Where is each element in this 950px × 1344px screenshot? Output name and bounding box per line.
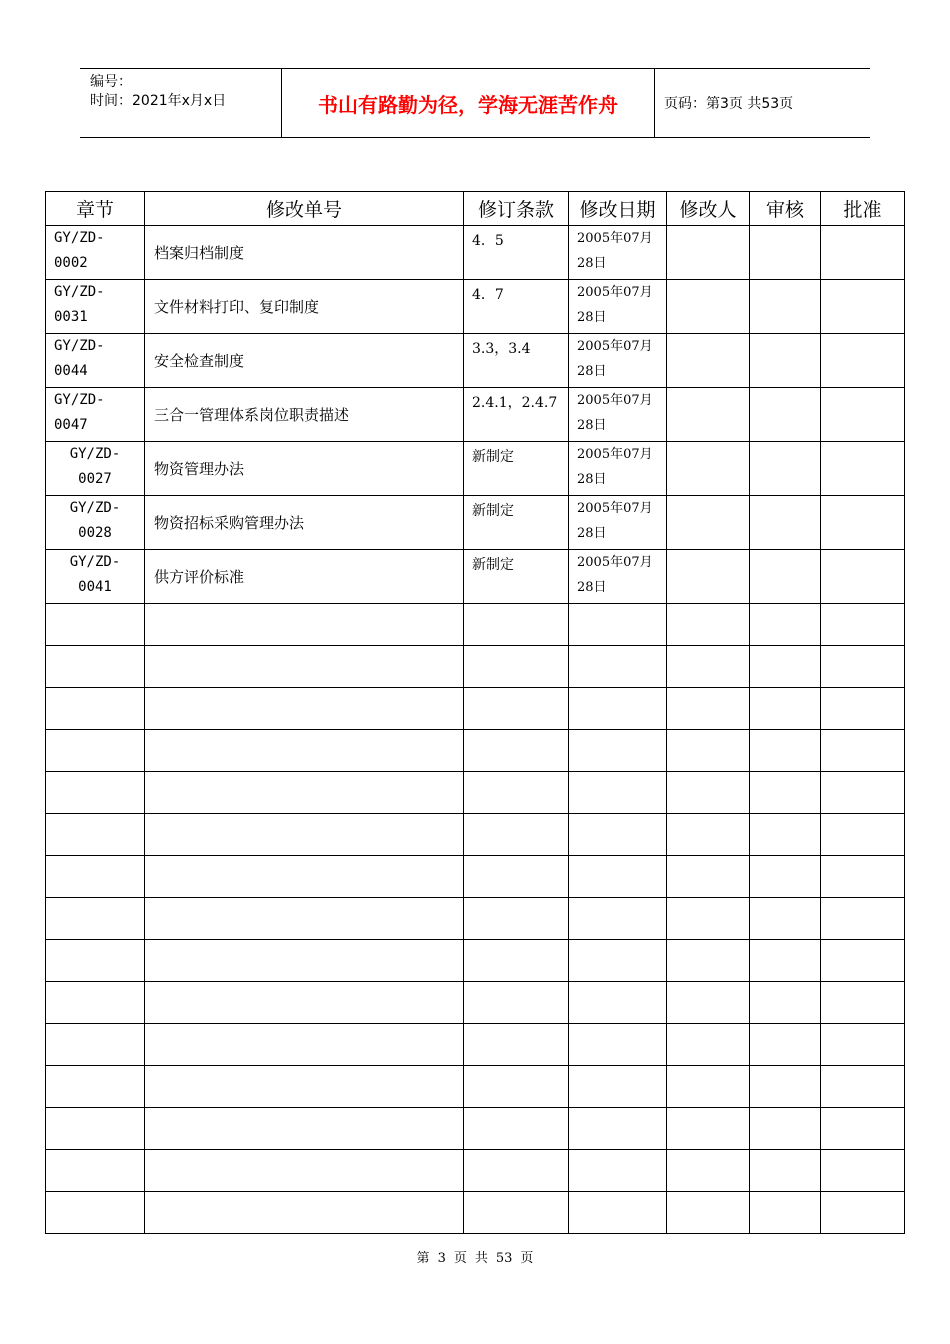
empty-cell (750, 814, 821, 856)
column-header-modifier: 修改人 (667, 192, 750, 226)
table-row (46, 496, 905, 550)
date-day: 28日 (577, 310, 607, 325)
cell-revised-clause: 新制定 (464, 442, 569, 496)
date-day: 28日 (577, 364, 607, 379)
empty-cell (464, 646, 569, 688)
empty-cell (667, 982, 750, 1024)
cell-revised-clause: 4．7 (464, 280, 569, 334)
cell-document-title: 供方评价标准 (145, 550, 464, 604)
cell-modifier (667, 550, 750, 604)
header-page-info: 页码：第3页 共53页 (664, 96, 794, 112)
empty-table-row (46, 772, 905, 814)
empty-cell (145, 940, 464, 982)
empty-cell (464, 898, 569, 940)
cell-approver (821, 334, 905, 388)
cell-revised-clause: 3.3，3.4 (464, 334, 569, 388)
cell-reviewer (750, 442, 821, 496)
table-row (46, 442, 905, 496)
empty-cell (821, 898, 905, 940)
empty-cell (464, 814, 569, 856)
cell-reviewer (750, 334, 821, 388)
column-header-change-date: 修改日期 (569, 192, 667, 226)
empty-cell (569, 940, 667, 982)
section-code-prefix: GY/ZD- (54, 230, 105, 246)
empty-cell (750, 730, 821, 772)
cell-approver (821, 442, 905, 496)
empty-cell (667, 940, 750, 982)
empty-cell (750, 604, 821, 646)
empty-table-row (46, 688, 905, 730)
cell-modifier (667, 280, 750, 334)
cell-document-title: 物资管理办法 (145, 442, 464, 496)
empty-cell (667, 1108, 750, 1150)
empty-cell (145, 646, 464, 688)
empty-cell (821, 1108, 905, 1150)
empty-cell (145, 898, 464, 940)
footer-page-prefix: 第 (416, 1251, 430, 1266)
cell-revised-clause: 新制定 (464, 496, 569, 550)
empty-cell (821, 1066, 905, 1108)
empty-cell (464, 1066, 569, 1108)
empty-cell (569, 898, 667, 940)
empty-cell (46, 940, 145, 982)
empty-table-row (46, 898, 905, 940)
empty-cell (145, 1108, 464, 1150)
empty-cell (145, 1192, 464, 1234)
cell-document-title: 三合一管理体系岗位职责描述 (145, 388, 464, 442)
date-year-month: 2005年07月 (577, 501, 653, 516)
empty-cell (569, 604, 667, 646)
table-row (46, 280, 905, 334)
cell-change-date (569, 334, 667, 388)
cell-reviewer (750, 550, 821, 604)
empty-cell (569, 1108, 667, 1150)
cell-approver (821, 550, 905, 604)
empty-table-row (46, 1066, 905, 1108)
empty-cell (750, 1024, 821, 1066)
date-year-month: 2005年07月 (577, 393, 653, 408)
date-day: 28日 (577, 418, 607, 433)
cell-change-date (569, 496, 667, 550)
empty-cell (46, 730, 145, 772)
empty-cell (750, 1150, 821, 1192)
document-header (80, 68, 870, 138)
empty-cell (821, 1192, 905, 1234)
cell-revised-clause: 新制定 (464, 550, 569, 604)
cell-section (46, 388, 145, 442)
empty-table-row (46, 1192, 905, 1234)
section-code-number: 0027 (78, 471, 112, 487)
empty-cell (569, 982, 667, 1024)
empty-cell (46, 1024, 145, 1066)
cell-reviewer (750, 496, 821, 550)
empty-cell (667, 1024, 750, 1066)
empty-cell (46, 856, 145, 898)
date-year-month: 2005年07月 (577, 339, 653, 354)
cell-change-date (569, 550, 667, 604)
empty-cell (464, 604, 569, 646)
empty-cell (46, 646, 145, 688)
empty-cell (750, 940, 821, 982)
empty-cell (464, 730, 569, 772)
footer-page-number: 3 (437, 1251, 446, 1266)
empty-cell (46, 604, 145, 646)
empty-cell (569, 730, 667, 772)
document-time-label: 时间：2021年x月x日 (90, 93, 227, 109)
section-code-prefix: GY/ZD- (54, 338, 105, 354)
empty-cell (569, 1150, 667, 1192)
empty-cell (569, 1192, 667, 1234)
empty-cell (46, 1066, 145, 1108)
empty-cell (569, 646, 667, 688)
document-number-label: 编号： (90, 74, 132, 90)
footer-total-pages: 53 (495, 1251, 513, 1266)
empty-table-row (46, 1108, 905, 1150)
empty-cell (145, 856, 464, 898)
empty-cell (464, 982, 569, 1024)
empty-cell (464, 1150, 569, 1192)
date-day: 28日 (577, 472, 607, 487)
date-day: 28日 (577, 580, 607, 595)
empty-cell (145, 982, 464, 1024)
empty-cell (821, 1024, 905, 1066)
empty-cell (46, 1192, 145, 1234)
empty-cell (750, 688, 821, 730)
table-header-row (46, 192, 905, 226)
empty-cell (46, 1108, 145, 1150)
cell-reviewer (750, 226, 821, 280)
cell-change-date (569, 226, 667, 280)
empty-table-row (46, 730, 905, 772)
section-code-number: 0002 (54, 255, 88, 271)
header-divider-right (654, 69, 655, 137)
empty-cell (821, 814, 905, 856)
empty-cell (821, 856, 905, 898)
cell-modifier (667, 388, 750, 442)
empty-cell (821, 688, 905, 730)
date-year-month: 2005年07月 (577, 447, 653, 462)
cell-document-title: 档案归档制度 (145, 226, 464, 280)
cell-document-title: 安全检查制度 (145, 334, 464, 388)
column-header-revised-clause: 修订条款 (464, 192, 569, 226)
cell-section (46, 226, 145, 280)
empty-cell (667, 1150, 750, 1192)
empty-cell (750, 1192, 821, 1234)
cell-modifier (667, 334, 750, 388)
cell-section (46, 550, 145, 604)
empty-cell (569, 1024, 667, 1066)
section-code-number: 0044 (54, 363, 88, 379)
empty-cell (569, 856, 667, 898)
cell-modifier (667, 442, 750, 496)
cell-section (46, 280, 145, 334)
empty-table-row (46, 814, 905, 856)
empty-cell (667, 856, 750, 898)
empty-cell (750, 856, 821, 898)
empty-table-row (46, 982, 905, 1024)
empty-table-row (46, 1150, 905, 1192)
table-row (46, 550, 905, 604)
empty-cell (750, 898, 821, 940)
empty-cell (464, 1192, 569, 1234)
empty-cell (464, 1108, 569, 1150)
cell-section (46, 496, 145, 550)
empty-cell (667, 772, 750, 814)
empty-cell (667, 688, 750, 730)
revision-table (45, 191, 905, 1234)
empty-cell (821, 940, 905, 982)
empty-cell (569, 772, 667, 814)
cell-reviewer (750, 280, 821, 334)
table-body (46, 226, 905, 1234)
table-row (46, 226, 905, 280)
empty-cell (464, 940, 569, 982)
empty-cell (145, 1150, 464, 1192)
empty-cell (667, 814, 750, 856)
cell-document-title: 物资招标采购管理办法 (145, 496, 464, 550)
empty-cell (821, 772, 905, 814)
date-year-month: 2005年07月 (577, 231, 653, 246)
empty-table-row (46, 940, 905, 982)
section-code-prefix: GY/ZD- (54, 392, 105, 408)
footer-page-label: 页 (453, 1251, 467, 1266)
cell-change-date (569, 388, 667, 442)
empty-table-row (46, 856, 905, 898)
empty-cell (750, 1066, 821, 1108)
empty-cell (667, 1066, 750, 1108)
header-motto: 书山有路勤为径，学海无涯苦作舟 (318, 92, 618, 117)
cell-reviewer (750, 388, 821, 442)
section-code-number: 0028 (78, 525, 112, 541)
cell-section (46, 442, 145, 496)
empty-cell (821, 646, 905, 688)
footer-total-prefix: 共 (474, 1251, 488, 1266)
column-header-change-number: 修改单号 (145, 192, 464, 226)
empty-cell (145, 688, 464, 730)
empty-cell (46, 772, 145, 814)
section-code-prefix: GY/ZD- (69, 554, 121, 570)
cell-change-date (569, 442, 667, 496)
empty-cell (750, 646, 821, 688)
date-day: 28日 (577, 526, 607, 541)
cell-revised-clause: 2.4.1，2.4.7 (464, 388, 569, 442)
empty-table-row (46, 1024, 905, 1066)
cell-section (46, 334, 145, 388)
empty-cell (750, 982, 821, 1024)
date-day: 28日 (577, 256, 607, 271)
cell-modifier (667, 496, 750, 550)
empty-cell (46, 898, 145, 940)
cell-approver (821, 280, 905, 334)
empty-cell (667, 730, 750, 772)
section-code-prefix: GY/ZD- (69, 500, 121, 516)
empty-cell (145, 772, 464, 814)
empty-cell (464, 1024, 569, 1066)
date-year-month: 2005年07月 (577, 285, 653, 300)
cell-change-date (569, 280, 667, 334)
empty-cell (46, 1150, 145, 1192)
empty-cell (821, 982, 905, 1024)
page-footer (0, 1247, 950, 1266)
empty-cell (145, 604, 464, 646)
empty-cell (569, 688, 667, 730)
empty-cell (667, 898, 750, 940)
empty-cell (821, 730, 905, 772)
empty-cell (569, 1066, 667, 1108)
empty-cell (145, 730, 464, 772)
cell-approver (821, 388, 905, 442)
empty-table-row (46, 604, 905, 646)
empty-cell (569, 814, 667, 856)
section-code-number: 0041 (78, 579, 112, 595)
empty-cell (821, 1150, 905, 1192)
empty-cell (46, 688, 145, 730)
empty-cell (821, 604, 905, 646)
cell-approver (821, 226, 905, 280)
empty-cell (145, 1066, 464, 1108)
cell-modifier (667, 226, 750, 280)
cell-approver (821, 496, 905, 550)
empty-cell (667, 646, 750, 688)
column-header-approver: 批准 (821, 192, 905, 226)
empty-cell (667, 1192, 750, 1234)
empty-cell (750, 772, 821, 814)
section-code-prefix: GY/ZD- (54, 284, 105, 300)
empty-cell (46, 814, 145, 856)
header-meta (90, 73, 226, 111)
empty-cell (667, 604, 750, 646)
footer-total-label: 页 (520, 1251, 534, 1266)
empty-cell (464, 688, 569, 730)
empty-table-row (46, 646, 905, 688)
section-code-number: 0031 (54, 309, 88, 325)
empty-cell (464, 772, 569, 814)
cell-revised-clause: 4．5 (464, 226, 569, 280)
table-row (46, 334, 905, 388)
empty-cell (145, 1024, 464, 1066)
cell-document-title: 文件材料打印、复印制度 (145, 280, 464, 334)
date-year-month: 2005年07月 (577, 555, 653, 570)
column-header-section: 章节 (46, 192, 145, 226)
section-code-prefix: GY/ZD- (69, 446, 121, 462)
empty-cell (464, 856, 569, 898)
empty-cell (46, 982, 145, 1024)
table-row (46, 388, 905, 442)
empty-cell (145, 814, 464, 856)
section-code-number: 0047 (54, 417, 88, 433)
empty-cell (750, 1108, 821, 1150)
column-header-reviewer: 审核 (750, 192, 821, 226)
